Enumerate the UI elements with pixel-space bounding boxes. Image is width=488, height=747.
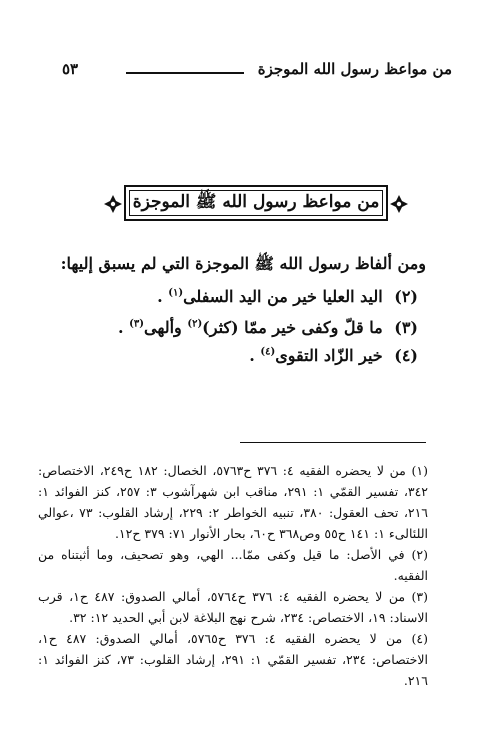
saying-text: ما قلّ وكفى خير ممّا (كثر) [202, 318, 383, 337]
footnote-ref[interactable]: (٣) [129, 318, 144, 330]
saying-number: (٢) [394, 287, 418, 306]
footnote: (٤) من لا يحضره الفقيه ٤: ٣٧٦ ح٥٧٦٥، أمالي الصدوق: ٤٨٧ ح١، الاختصاص: ٢٣٤، تفسير القمّي ١: ٢٩١، إرشاد القلوب: ٧٣، كنز الفوائد ١: ٢١٦. [38, 631, 429, 688]
saying-number: (٣) [394, 318, 418, 337]
footnotes [38, 460, 428, 691]
saying-text: خير الزّاد التقوى [275, 346, 383, 365]
footnote-ref[interactable]: (٤) [260, 346, 276, 358]
footnote: (٣) من لا يحضره الفقيه ٤: ٣٧٦ ح٥٧٦٤، أمالي الصدوق: ٤٨٧ ح١، قرب الاسناد: ١٩، الاختصاص: ٢٣٤، شرح نهج البلاغة لابن أبي الحديد ١٢: ٣٢. [38, 589, 428, 625]
ornament-icon [390, 195, 408, 213]
chapter-title: من مواعظ رسول الله ﷺ الموجزة [132, 191, 380, 212]
intro-text: ومن ألفاظ رسول الله ﷺ الموجزة التي لم يسبق إليها: [60, 254, 426, 273]
ornament-icon [104, 195, 122, 213]
saying-item [118, 318, 418, 337]
page-number: ٥٣ [62, 60, 79, 78]
saying-end: . [157, 287, 169, 306]
footnote-separator [240, 442, 426, 443]
saying-number: (٤) [394, 346, 418, 365]
running-header [62, 60, 452, 84]
footnote-ref[interactable]: (٢) [187, 318, 203, 330]
saying-end: . [249, 346, 261, 365]
saying-text: اليد العليا خير من اليد السفلى [183, 287, 383, 306]
footnote: (١) من لا يحضره الفقيه ٤: ٣٧٦ ح٥٧٦٣، الخصال: ١٨٢ ح٢٤٩، الاختصاص: ٣٤٢، تفسير القمّي ١: ٢٩١، مناقب ابن شهرآشوب ٣: ٢٥٧، كنز الفوائد ١: ٢١٦، تحف العقول: ٣٨٠، تنبيه الخواطر ٢: ٢٢٩، إرشاد القلوب: ٧٣ ،عوالي اللئالىء ١: ١٤١ ح٥٥ وص٣٦٨ ح٦٠، بحار الأنوار ٧١: ٣٧٩ ح١٢. [38, 463, 429, 541]
saying-end: . [118, 318, 130, 337]
footnote: (٢) في الأصل: ما قيل وكفى ممّا... الهي، وهو تصحيف، وما أثبتناه من الفقيه. [38, 547, 428, 583]
chapter-title-box [124, 185, 388, 221]
saying-text: وألهى [144, 318, 188, 337]
saying-item [157, 287, 418, 306]
running-title: من مواعظ رسول الله الموجزة [257, 60, 452, 78]
header-rule [126, 72, 244, 74]
saying-item [249, 346, 418, 365]
footnote-ref[interactable]: (١) [168, 287, 184, 299]
